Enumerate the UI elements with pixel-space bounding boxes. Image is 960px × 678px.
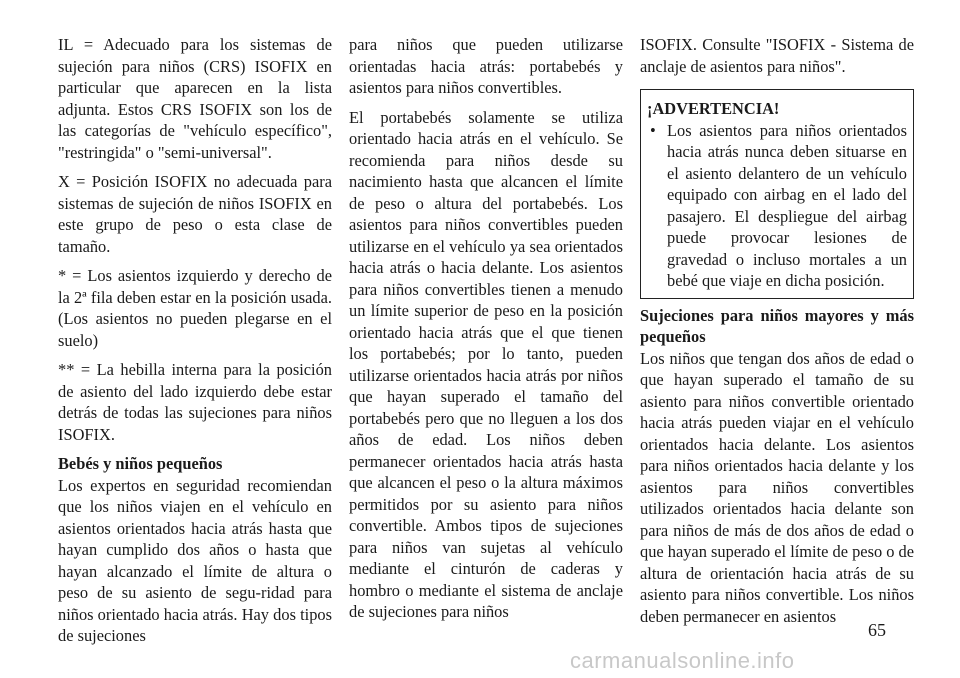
watermark: carmanualsonline.info — [570, 648, 795, 673]
paragraph-older-children: Los niños que tengan dos años de edad o que hayan superado el tamaño de su asiento para niños convertible orientado hacia atrás pueden viajar en el vehículo orientados hacia delante. Los asientos para niños orientados hacia delante y los asientos para niños convertibles utilizados orientados hacia delante son para niños de más de dos años de edad o que hayan superado el límite de peso o de altura de orientación hacia atrás de su asiento para niños convertible. Los niños deben permanecer en asientos — [640, 348, 914, 626]
page-number: 65 — [868, 620, 886, 640]
paragraph-double-asterisk: ** = La hebilla interna para la posición de asiento del lado izquierdo debe estar detrás de todas las sujeciones para niños ISOFIX. — [58, 360, 332, 444]
section-older-children — [640, 305, 914, 628]
text-column-1 — [58, 34, 332, 655]
section-heading: Bebés y niños pequeños — [58, 454, 223, 473]
text-column-3 — [640, 34, 914, 635]
paragraph-x: X = Posición ISOFIX no adecuada para sistemas de sujeción de niños ISOFIX en este grupo de peso o esta clase de tamaño. — [58, 172, 332, 256]
section-infants — [58, 453, 332, 647]
warning-item: • Los asientos para niños orientados hacia atrás nunca deben situarse en el asiento delantero de un vehículo equipado con airbag en el lado del pasajero. El despliegue del airbag puede provocar lesiones de gravedad o incluso mortales a un bebé que viaje en dicha posición. — [667, 120, 907, 292]
warning-title: ¡ADVERTENCIA! — [647, 99, 780, 118]
section-heading: Sujeciones para niños mayores y más pequeños — [640, 305, 914, 346]
paragraph-il: IL = Adecuado para los sistemas de sujeción para niños (CRS) ISOFIX en particular que aparecen en la lista adjunta. Estos CRS ISOFIX son los de las categorías de "vehículo específico", "restringida" o "semi-universal". — [58, 35, 332, 162]
warning-box — [640, 89, 914, 299]
paragraph-isofix-ref: ISOFIX. Consulte "ISOFIX - Sistema de anclaje de asientos para niños". — [640, 35, 914, 76]
paragraph-infant-carrier: El portabebés solamente se utiliza orientado hacia atrás en el vehículo. Se recomienda para niños desde su nacimiento hasta que alcancen el límite de peso o altura del portabebés. Los asientos para niños convertibles pueden utilizarse en el vehículo ya sea orientados hacia atrás o hacia delante. Los asientos para niños convertibles tienen a menudo un límite superior de peso en la posición orientado hacia atrás que el que tienen los portabebés; por lo tanto, pueden utilizarse orientados hacia atrás por niños que hayan superado el tamaño del portabebés pero que no lleguen a los dos años de edad. Los niños deben permanecer orientados hacia atrás hasta que alcancen el peso o la altura máximos permitidos por su asiento para niños convertible. Ambos tipos de sujeciones para niños van sujetas al vehículo mediante el cinturón de caderas y hombro o mediante el sistema de anclaje de sujeciones para niños — [349, 107, 623, 621]
warning-list — [647, 120, 907, 292]
text-column-2 — [349, 34, 623, 631]
paragraph-asterisk: * = Los asientos izquierdo y derecho de la 2ª fila deben estar en la posición usada. (Los asientos no pueden plegarse en el suelo) — [58, 266, 332, 350]
paragraph-infants: Los expertos en seguridad recomiendan que los niños viajen en el vehículo en asientos orientados hacia atrás hasta que hayan cumplido dos años o hasta que hayan alcanzado el límite de altura o peso de su asiento de segu-ridad para niños orientado hacia atrás. Hay dos tipos de sujeciones — [58, 475, 332, 645]
paragraph-continued: para niños que pueden utilizarse orientadas hacia atrás: portabebés y asientos para niños convertibles. — [349, 35, 623, 97]
